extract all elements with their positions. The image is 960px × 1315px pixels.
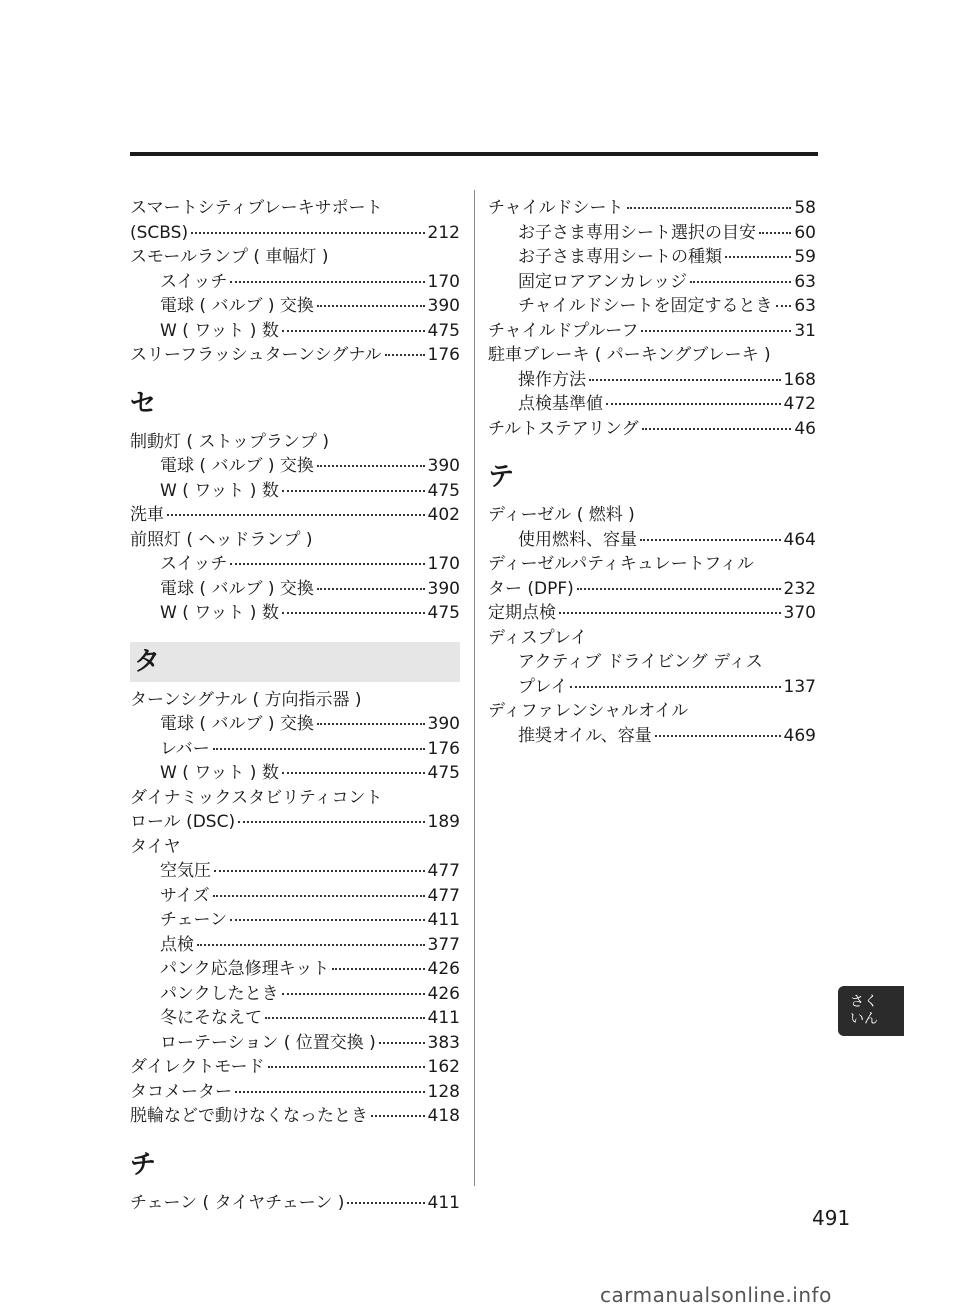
dot-leader xyxy=(317,723,425,725)
index-group-label: ディファレンシャルオイル xyxy=(488,701,689,721)
dot-leader xyxy=(282,330,425,332)
entry-label: 推奨オイル、容量 xyxy=(518,725,652,746)
index-group-label: スモールランプ ( 車幅灯 ) xyxy=(130,247,329,267)
entry-label: スリーフラッシュターンシグナル xyxy=(130,345,382,365)
section-heading: テ xyxy=(488,462,515,492)
entry-label: チャイルドシート xyxy=(488,198,624,218)
dot-leader xyxy=(317,305,425,307)
entry-label: パンクしたとき xyxy=(160,983,279,1004)
dot-leader xyxy=(642,428,792,430)
dot-leader xyxy=(282,490,425,492)
entry-label: お子さま専用シートの種類 xyxy=(518,247,722,267)
index-entry[interactable] xyxy=(488,294,816,319)
dot-leader xyxy=(235,1091,425,1093)
entry-page-number: 477 xyxy=(427,861,460,881)
index-group-label: ダイナミックスタビリティコント xyxy=(130,787,383,808)
entry-label: (SCBS) xyxy=(130,222,189,243)
entry-page-number: 137 xyxy=(783,676,816,697)
entry-label: レバー xyxy=(160,738,210,759)
entry-label: チャイルドシートを固定するとき xyxy=(518,296,773,316)
entry-page-number: 63 xyxy=(794,271,816,292)
index-entry[interactable] xyxy=(130,1191,460,1216)
entry-page-number: 189 xyxy=(427,812,460,832)
entry-page-number: 46 xyxy=(794,418,816,439)
index-group-label: アクティブ ドライビング ディス xyxy=(518,652,763,672)
entry-page-number: 383 xyxy=(427,1032,460,1053)
entry-page-number: 411 xyxy=(427,1008,460,1028)
dot-leader xyxy=(371,1115,425,1117)
index-entry[interactable] xyxy=(130,933,460,958)
dot-leader xyxy=(268,1066,425,1068)
index-entry[interactable] xyxy=(488,368,816,393)
entry-label: スイッチ xyxy=(160,554,228,574)
entry-label: 電球 ( バルブ ) 交換 xyxy=(160,296,314,316)
entry-page-number: 475 xyxy=(427,763,460,783)
index-entry[interactable] xyxy=(488,245,816,270)
index-entry[interactable] xyxy=(130,1104,460,1129)
dot-leader xyxy=(265,1017,425,1019)
entry-page-number: 464 xyxy=(783,529,816,550)
entry-label: プレイ xyxy=(518,676,568,697)
entry-label: W ( ワット ) 数 xyxy=(160,603,279,623)
index-entry[interactable] xyxy=(488,196,816,221)
index-entry[interactable] xyxy=(130,294,460,319)
dot-leader xyxy=(385,354,425,356)
dot-leader xyxy=(213,748,425,750)
entry-label: 使用燃料、容量 xyxy=(518,529,637,550)
entry-page-number: 377 xyxy=(427,934,460,955)
index-entry[interactable] xyxy=(130,1006,460,1031)
index-entry[interactable] xyxy=(488,417,816,442)
entry-page-number: 426 xyxy=(427,983,460,1004)
entry-label: 点検 xyxy=(160,934,194,955)
index-entry[interactable] xyxy=(488,577,816,602)
entry-label: W ( ワット ) 数 xyxy=(160,763,279,783)
index-group-label: タイヤ xyxy=(130,836,181,857)
dot-leader xyxy=(238,821,424,823)
entry-page-number: 59 xyxy=(794,247,816,267)
dot-leader xyxy=(627,207,792,209)
entry-page-number: 390 xyxy=(427,578,460,599)
dot-leader xyxy=(589,379,781,381)
index-entry[interactable] xyxy=(488,528,816,553)
entry-page-number: 168 xyxy=(783,369,816,390)
entry-page-number: 390 xyxy=(427,456,460,476)
index-entry[interactable] xyxy=(130,221,460,246)
dot-leader xyxy=(230,281,424,283)
entry-page-number: 390 xyxy=(427,714,460,734)
index-entry[interactable] xyxy=(130,859,460,884)
dot-leader xyxy=(191,232,424,234)
dot-leader xyxy=(606,403,781,405)
entry-page-number: 212 xyxy=(427,222,460,243)
dot-leader xyxy=(213,895,425,897)
index-entry[interactable] xyxy=(130,343,460,368)
entry-page-number: 170 xyxy=(427,271,460,292)
top-rule xyxy=(130,152,818,156)
entry-page-number: 162 xyxy=(427,1057,460,1077)
dot-leader xyxy=(759,232,791,234)
index-side-tab[interactable] xyxy=(838,986,904,1036)
index-entry[interactable] xyxy=(488,270,816,295)
side-tab-line1: さく xyxy=(850,994,878,1010)
entry-label: 脱輪などで動けなくなったとき xyxy=(130,1106,368,1126)
index-entry[interactable] xyxy=(130,319,460,344)
entry-label: ローテーション ( 位置交換 ) xyxy=(160,1032,376,1053)
dot-leader xyxy=(230,919,424,921)
dot-leader xyxy=(230,563,424,565)
dot-leader xyxy=(640,539,781,541)
dot-leader xyxy=(379,1042,425,1044)
entry-page-number: 58 xyxy=(794,198,816,218)
dot-leader xyxy=(725,256,791,258)
index-entry[interactable] xyxy=(488,724,816,749)
index-entry[interactable] xyxy=(130,737,460,762)
entry-label: チェーン xyxy=(160,910,228,930)
entry-page-number: 128 xyxy=(427,1081,460,1102)
index-entry[interactable] xyxy=(130,761,460,786)
entry-label: 電球 ( バルブ ) 交換 xyxy=(160,714,314,734)
watermark: carmanualsonline.info xyxy=(600,1283,832,1307)
index-group-label: ディーゼルパティキュレートフィル xyxy=(488,554,754,574)
entry-label: チルトステアリング xyxy=(488,418,639,439)
index-entry[interactable] xyxy=(130,479,460,504)
entry-label: 電球 ( バルブ ) 交換 xyxy=(160,578,314,599)
index-group-label: ディーゼル ( 燃料 ) xyxy=(488,505,635,525)
dot-leader xyxy=(197,944,425,946)
index-group-label: 制動灯 ( ストップランプ ) xyxy=(130,431,329,452)
index-entry[interactable] xyxy=(130,270,460,295)
entry-label: 定期点検 xyxy=(488,603,556,623)
entry-page-number: 390 xyxy=(427,296,460,316)
entry-page-number: 60 xyxy=(794,222,816,243)
index-entry[interactable] xyxy=(488,392,816,417)
index-entry[interactable] xyxy=(130,503,460,528)
dot-leader xyxy=(641,330,791,332)
entry-label: パンク応急修理キット xyxy=(160,959,330,979)
section-heading: チ xyxy=(130,1149,157,1180)
entry-label: ロール (DSC) xyxy=(130,812,236,832)
entry-label: 洗車 xyxy=(130,505,164,525)
dot-leader xyxy=(347,1202,424,1204)
entry-label: 電球 ( バルブ ) 交換 xyxy=(160,456,314,476)
index-entry[interactable] xyxy=(130,982,460,1007)
index-group-label: 前照灯 ( ヘッドランプ ) xyxy=(130,529,313,550)
dot-leader xyxy=(282,612,425,614)
entry-page-number: 63 xyxy=(794,296,816,316)
entry-label: 点検基準値 xyxy=(518,394,603,414)
section-heading: セ xyxy=(130,388,157,419)
index-entry[interactable] xyxy=(130,1031,460,1056)
entry-label: 固定ロアアンカレッジ xyxy=(518,271,688,292)
dot-leader xyxy=(577,588,781,590)
entry-page-number: 475 xyxy=(427,480,460,501)
index-entry[interactable] xyxy=(130,908,460,933)
entry-page-number: 426 xyxy=(427,959,460,979)
dot-leader xyxy=(317,588,425,590)
entry-label: チェーン ( タイヤチェーン ) xyxy=(130,1192,345,1213)
index-group-label: スマートシティブレーキサポート xyxy=(130,198,383,218)
index-group-label: ターンシグナル ( 方向指示器 ) xyxy=(130,689,362,710)
page-number: 491 xyxy=(812,1206,851,1230)
entry-label: W ( ワット ) 数 xyxy=(160,480,279,501)
index-entry[interactable] xyxy=(130,454,460,479)
dot-leader xyxy=(282,772,425,774)
side-tab-line2: いん xyxy=(850,1011,878,1027)
index-entry[interactable] xyxy=(488,221,816,246)
index-entry[interactable] xyxy=(130,712,460,737)
entry-page-number: 31 xyxy=(794,320,816,341)
entry-label: チャイルドプルーフ xyxy=(488,320,639,341)
entry-label: ター (DPF) xyxy=(488,578,574,599)
column-divider xyxy=(474,190,475,1186)
entry-page-number: 411 xyxy=(427,910,460,930)
dot-leader xyxy=(317,465,425,467)
entry-page-number: 472 xyxy=(783,394,816,414)
section-heading: タ xyxy=(130,642,460,682)
entry-label: お子さま専用シート選択の目安 xyxy=(518,222,756,243)
dot-leader xyxy=(559,612,781,614)
index-entry[interactable] xyxy=(130,957,460,982)
entry-page-number: 477 xyxy=(427,885,460,906)
entry-page-number: 475 xyxy=(427,603,460,623)
dot-leader xyxy=(332,968,424,970)
entry-label: W ( ワット ) 数 xyxy=(160,320,279,341)
dot-leader xyxy=(655,735,781,737)
index-column-right xyxy=(488,196,816,748)
entry-page-number: 176 xyxy=(427,345,460,365)
entry-label: 冬にそなえて xyxy=(160,1008,262,1028)
entry-page-number: 469 xyxy=(783,725,816,746)
dot-leader xyxy=(282,993,425,995)
dot-leader xyxy=(167,514,425,516)
index-entry[interactable] xyxy=(130,810,460,835)
entry-label: サイズ xyxy=(160,885,210,906)
entry-label: スイッチ xyxy=(160,271,228,292)
dot-leader xyxy=(214,870,425,872)
dot-leader xyxy=(776,305,792,307)
dot-leader xyxy=(690,281,791,283)
index-group-label: 駐車ブレーキ ( パーキングブレーキ ) xyxy=(488,345,771,365)
entry-page-number: 475 xyxy=(427,320,460,341)
entry-page-number: 176 xyxy=(427,738,460,759)
entry-page-number: 402 xyxy=(427,505,460,525)
entry-page-number: 418 xyxy=(427,1106,460,1126)
index-entry[interactable] xyxy=(488,675,816,700)
index-entry[interactable] xyxy=(130,1055,460,1080)
index-entry[interactable] xyxy=(130,601,460,626)
index-entry[interactable] xyxy=(130,552,460,577)
index-entry[interactable] xyxy=(130,884,460,909)
entry-label: 操作方法 xyxy=(518,369,586,390)
entry-label: ダイレクトモード xyxy=(130,1057,265,1077)
entry-page-number: 170 xyxy=(427,554,460,574)
entry-page-number: 370 xyxy=(783,603,816,623)
index-entry[interactable] xyxy=(488,319,816,344)
index-entry[interactable] xyxy=(130,577,460,602)
index-entry[interactable] xyxy=(488,601,816,626)
entry-page-number: 411 xyxy=(427,1192,460,1213)
entry-label: 空気圧 xyxy=(160,861,211,881)
index-group-label: ディスプレイ xyxy=(488,627,588,648)
index-column-left xyxy=(130,196,460,1215)
entry-label: タコメーター xyxy=(130,1081,232,1102)
dot-leader xyxy=(570,686,780,688)
entry-page-number: 232 xyxy=(783,578,816,599)
index-entry[interactable] xyxy=(130,1080,460,1105)
